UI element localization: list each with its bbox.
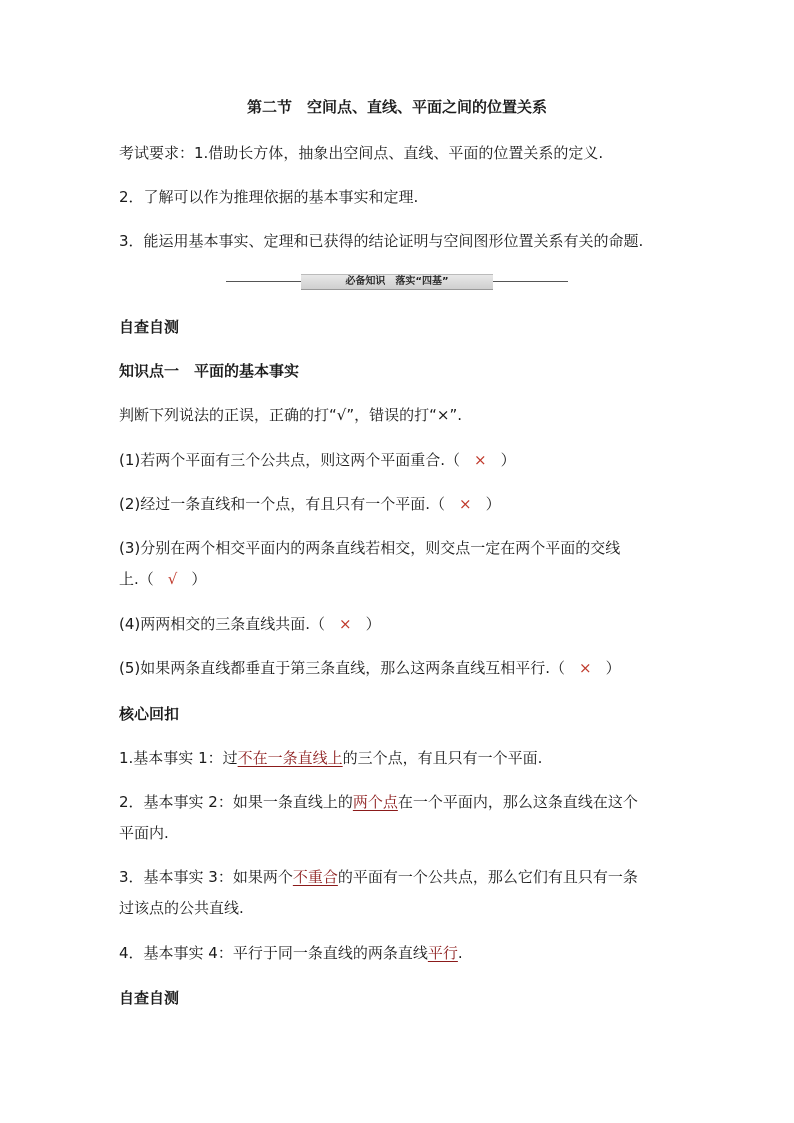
- fact-2-continued: 平面内.: [119, 824, 169, 842]
- item-text: 上.（: [119, 570, 154, 588]
- fact-3: [119, 867, 638, 887]
- judgment-item: [119, 658, 621, 678]
- item-text: (5)如果两条直线都垂直于第三条直线，那么这两条直线互相平行.（: [119, 659, 566, 677]
- judgment-item: [119, 538, 620, 558]
- fill-answer: 平行: [427, 944, 458, 962]
- fact-text: 1.基本事实 1：过: [119, 749, 238, 767]
- core-review-heading: 核心回扣: [119, 705, 180, 723]
- fact-4: [119, 943, 463, 963]
- banner-rule-right: [493, 281, 568, 282]
- answer-mark: ×: [579, 659, 592, 677]
- fact-text: 2．基本事实 2：如果一条直线上的: [119, 793, 353, 811]
- fill-answer: 两个点: [352, 793, 398, 811]
- fact-text: .: [457, 944, 463, 962]
- page-title: 第二节 空间点、直线、平面之间的位置关系: [246, 98, 547, 116]
- item-close: ）: [605, 659, 621, 677]
- judgment-item: [119, 450, 516, 470]
- answer-mark: ×: [459, 495, 472, 513]
- item-text: (3)分别在两个相交平面内的两条直线若相交，则交点一定在两个平面的交线: [119, 539, 621, 557]
- answer-mark: ×: [474, 451, 487, 469]
- fact-text: 的平面有一个公共点，那么它们有且只有一条: [337, 868, 638, 886]
- section-banner: [226, 274, 568, 290]
- judgment-item: [119, 494, 501, 514]
- judgment-item: [119, 614, 381, 634]
- answer-mark: √: [167, 570, 178, 588]
- self-check-heading-2: 自查自测: [119, 989, 180, 1007]
- fact-1: [119, 748, 542, 768]
- requirement-line-2: 2．了解可以作为推理依据的基本事实和定理.: [119, 188, 419, 206]
- knowledge-point-title: 知识点一 平面的基本事实: [119, 362, 300, 380]
- fill-answer: 不在一条直线上: [237, 749, 343, 767]
- banner-label: 必备知识 落实“四基”: [301, 274, 493, 290]
- requirement-line-1: 考试要求：1.借助长方体，抽象出空间点、直线、平面的位置关系的定义.: [119, 144, 604, 162]
- fact-text: 4．基本事实 4：平行于同一条直线的两条直线: [119, 944, 428, 962]
- self-check-heading: 自查自测: [119, 318, 180, 336]
- item-text: (1)若两个平面有三个公共点，则这两个平面重合.（: [119, 451, 461, 469]
- banner-rule-left: [226, 281, 301, 282]
- fact-text: 3．基本事实 3：如果两个: [119, 868, 293, 886]
- item-close: ）: [500, 451, 516, 469]
- item-text: (4)两两相交的三条直线共面.（: [119, 615, 326, 633]
- fact-3-continued: 过该点的公共直线.: [119, 899, 244, 917]
- requirement-line-3: 3．能运用基本事实、定理和已获得的结论证明与空间图形位置关系有关的命题.: [119, 232, 644, 250]
- fact-text: 的三个点，有且只有一个平面.: [342, 749, 543, 767]
- judgment-item-continued: [119, 569, 206, 589]
- item-close: ）: [191, 570, 207, 588]
- item-close: ）: [365, 615, 381, 633]
- instruction-text: 判断下列说法的正误，正确的打“√”，错误的打“×”.: [119, 406, 462, 424]
- fill-answer: 不重合: [292, 868, 338, 886]
- item-close: ）: [485, 495, 501, 513]
- answer-mark: ×: [339, 615, 352, 633]
- item-text: (2)经过一条直线和一个点，有且只有一个平面.（: [119, 495, 446, 513]
- fact-2: [119, 792, 638, 812]
- fact-text: 在一个平面内，那么这条直线在这个: [397, 793, 638, 811]
